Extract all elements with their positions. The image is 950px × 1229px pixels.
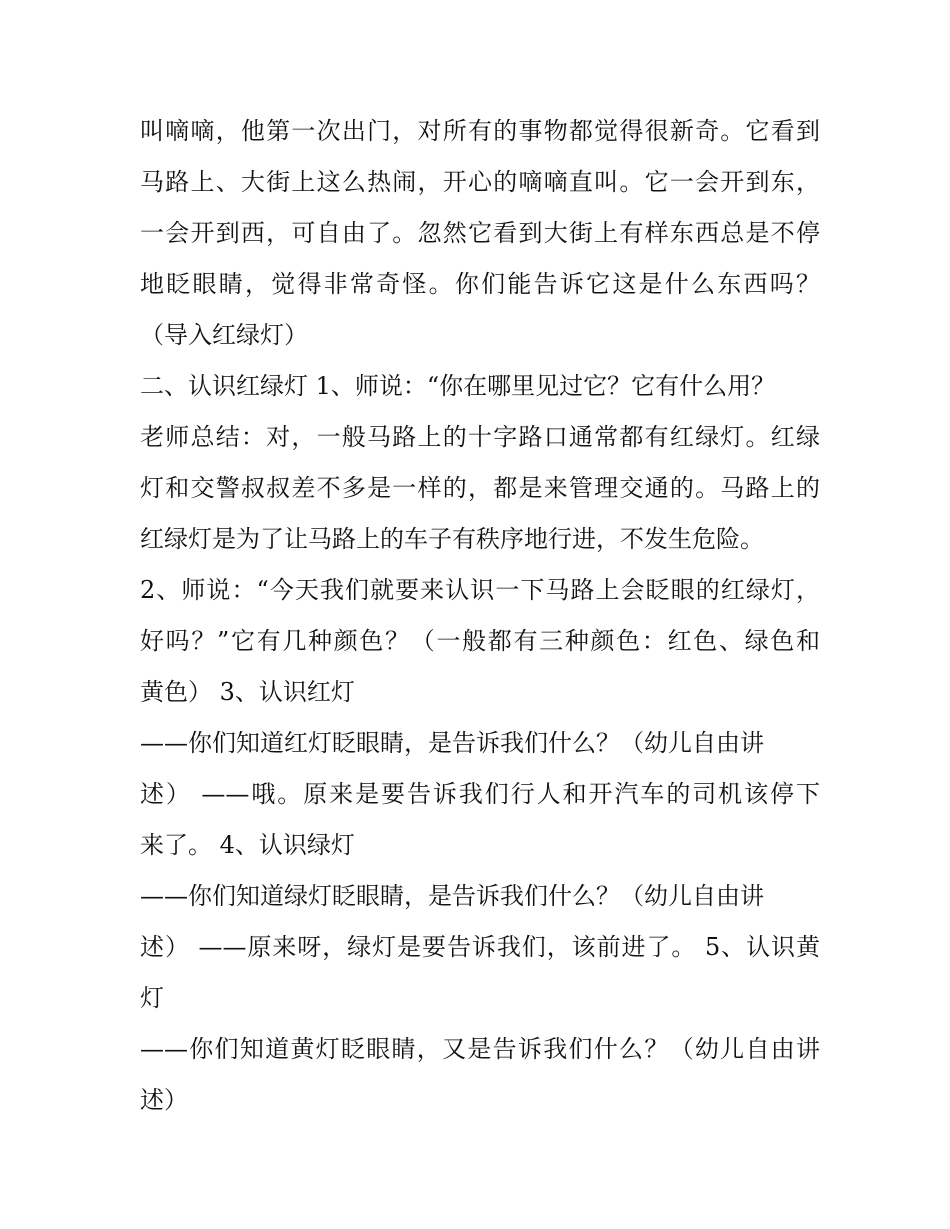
text-line: 述） ——哦。原来是要告诉我们行人和开汽车的司机该停下 — [140, 780, 820, 808]
body-text — [140, 106, 820, 1126]
text-line: （导入红绿灯） — [140, 321, 308, 349]
text-line: 好吗？”它有几种颜色？（一般都有三种颜色：红色、绿色和 — [140, 627, 820, 655]
text-line: 黄色） 3、认识红灯 — [140, 678, 355, 706]
text-line: 叫嘀嘀，他第一次出门，对所有的事物都觉得很新奇。它看到 — [140, 117, 820, 145]
text-line: 灯和交警叔叔差不多是一样的，都是来管理交通的。马路上的 — [140, 474, 820, 502]
text-line: 二、认识红绿灯 1、师说：“你在哪里见过它？它有什么用？ — [140, 372, 776, 400]
text-line: 红绿灯是为了让马路上的车子有秩序地行进，不发生危险。 — [140, 525, 764, 553]
text-line: ——你们知道红灯眨眼睛，是告诉我们什么？（幼儿自由讲 — [140, 729, 764, 757]
text-line: 马路上、大街上这么热闹，开心的嘀嘀直叫。它一会开到东， — [140, 168, 820, 196]
text-line: 2、师说：“今天我们就要来认识一下马路上会眨眼的红绿灯， — [140, 576, 820, 604]
text-line: 述） ——原来呀，绿灯是要告诉我们，该前进了。 5、认识黄 — [140, 933, 820, 961]
text-line: 地眨眼睛，觉得非常奇怪。你们能告诉它这是什么东西吗？ — [140, 270, 820, 298]
text-line: ——你们知道绿灯眨眼睛，是告诉我们什么？（幼儿自由讲 — [140, 882, 764, 910]
text-line: 一会开到西，可自由了。忽然它看到大街上有样东西总是不停 — [140, 219, 820, 247]
text-line: 述） — [140, 1086, 188, 1114]
text-line: 老师总结：对，一般马路上的十字路口通常都有红绿灯。红绿 — [140, 423, 820, 451]
text-line: 灯 — [140, 984, 164, 1012]
text-line: 来了。 4、认识绿灯 — [140, 831, 355, 859]
text-line: ——你们知道黄灯眨眼睛，又是告诉我们什么？（幼儿自由讲 — [140, 1035, 820, 1063]
